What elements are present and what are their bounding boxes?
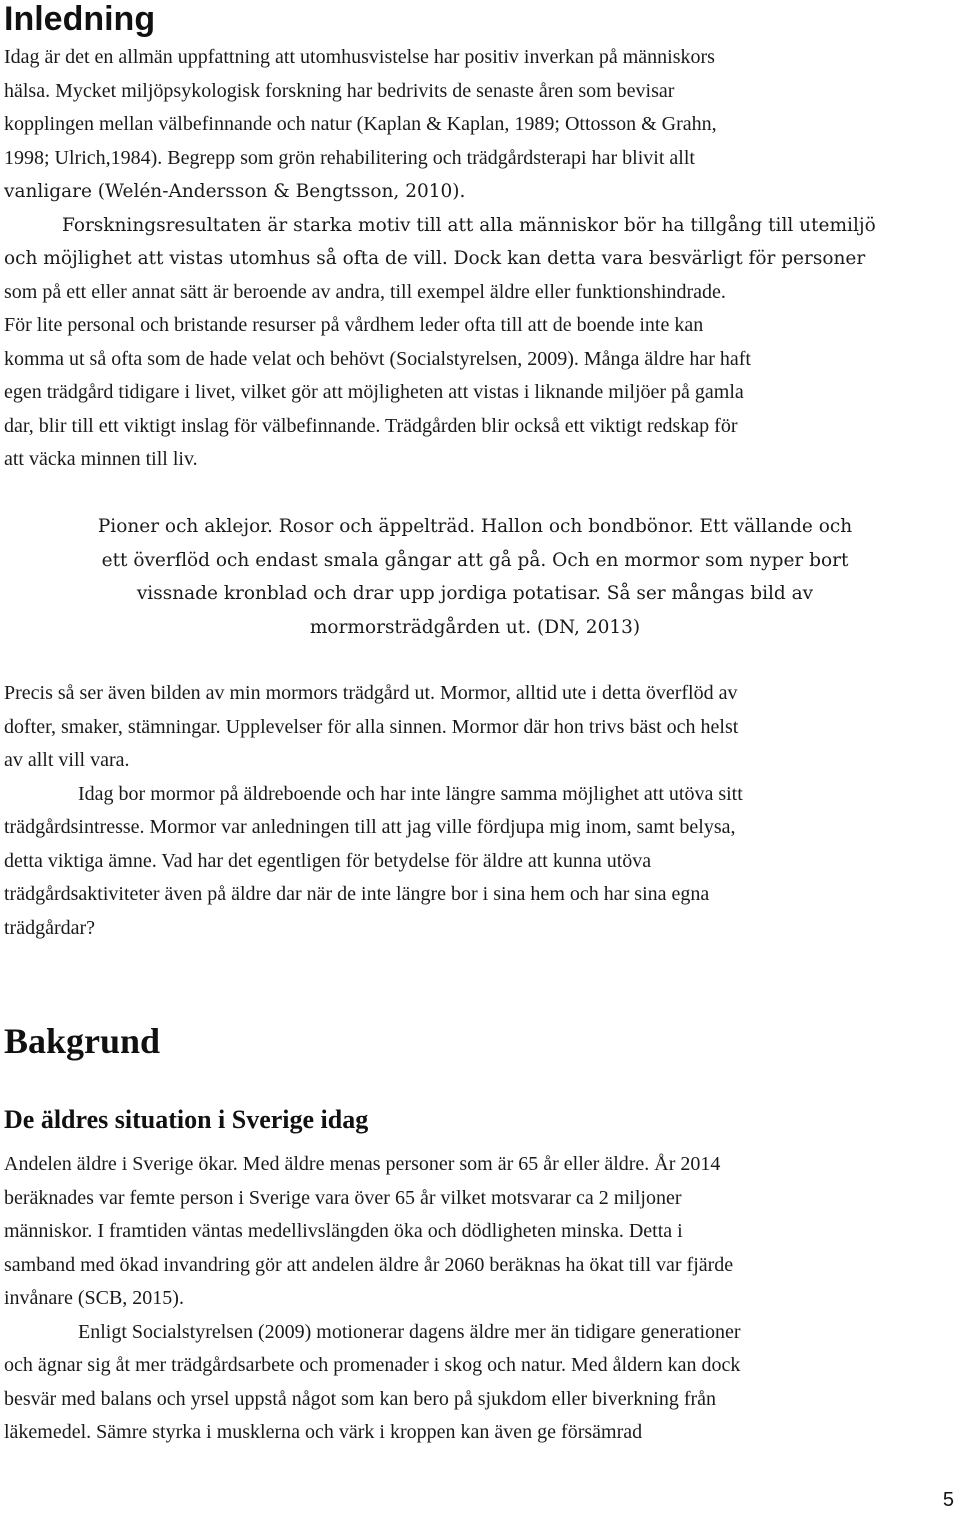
intro-paragraph (0, 41, 960, 477)
text-line: Andelen äldre i Sverige ökar. Med äldre menas personer som är 65 år eller äldre. År 2014 (4, 1153, 721, 1175)
heading-bakgrund: Bakgrund (4, 1021, 161, 1061)
text-line: som på ett eller annat sätt är beroende av andra, till exempel äldre eller funktionshindrade. (4, 280, 726, 303)
text-line: komma ut så ofta som de hade velat och behövt (Socialstyrelsen, 2009). Många äldre har haft (4, 347, 751, 370)
quote-line: Pioner och aklejor. Rosor och äppelträd. Hallon och bondbönor. Ett vällande och (97, 516, 853, 537)
text-line: människor. I framtiden väntas medellivslängden öka och dödligheten minska. Detta i (4, 1220, 683, 1242)
text-line: detta viktiga ämne. Vad har det egentligen för betydelse för äldre att kunna utöva (4, 849, 652, 872)
text-line: och möjlighet att vistas utomhus så ofta de vill. Dock kan detta vara besvärligt för personer (4, 248, 866, 269)
block-quote (0, 510, 960, 644)
memory-paragraph (0, 677, 960, 945)
text-line: Enligt Socialstyrelsen (2009) motionerar dagens äldre mer än tidigare generationer (78, 1320, 741, 1343)
quote-line: vissnade kronblad och drar upp jordiga potatisar. Så ser mångas bild av (136, 583, 814, 604)
quote-line: ett överflöd och endast smala gångar att gå på. Och en mormor som nyper bort (101, 549, 849, 571)
text-line: kopplingen mellan välbefinnande och natur (Kaplan & Kaplan, 1989; Ottosson & Grahn, (4, 113, 717, 135)
text-line: trädgårdsintresse. Mormor var anledningen till att jag ville fördjupa mig inom, samt belysa, (4, 816, 736, 838)
text-line: besvär med balans och yrsel uppstå något som kan bero på sjukdom eller biverkning från (4, 1387, 717, 1410)
subheading-situation: De äldres situation i Sverige idag (4, 1105, 369, 1134)
text-line: trädgårdar? (4, 916, 96, 939)
quote-line: mormorsträdgården ut. (DN, 2013) (309, 616, 641, 638)
text-line: Idag bor mormor på äldreboende och har inte längre samma möjlighet att utöva sitt (78, 782, 743, 805)
text-line: att väcka minnen till liv. (4, 448, 198, 470)
text-line: 1998; Ulrich,1984). Begrepp som grön rehabilitering och trädgårdsterapi har blivit allt (4, 146, 695, 169)
heading-inledning: Inledning (4, 0, 156, 38)
text-line: läkemedel. Sämre styrka i musklerna och värk i kroppen kan även ge försämrad (4, 1421, 643, 1443)
text-line: Precis så ser även bilden av min mormors trädgård ut. Mormor, alltid ute i detta överflöd av (4, 682, 738, 704)
text-line: dar, blir till ett viktigt inslag för välbefinnande. Trädgården blir också ett viktigt redskap för (4, 414, 738, 437)
situation-paragraph (0, 1148, 960, 1450)
page-number: 5 (942, 1489, 954, 1511)
text-line: beräknades var femte person i Sverige vara över 65 år vilket motsvarar ca 2 miljoner (4, 1186, 682, 1209)
text-line: samband med ökad invandring gör att andelen äldre år 2060 beräknas ha ökat till var fjärde (4, 1253, 734, 1276)
text-line: egen trädgård tidigare i livet, vilket gör att möjligheten att vistas i liknande miljöer på gamla (4, 381, 744, 403)
text-line: För lite personal och bristande resurser på vårdhem leder ofta till att de boende inte kan (4, 314, 704, 336)
text-line: Idag är det en allmän uppfattning att utomhusvistelse har positiv inverkan på människors (4, 46, 715, 68)
text-line: hälsa. Mycket miljöpsykologisk forskning har bedrivits de senaste åren som bevisar (4, 79, 675, 102)
text-line: av allt vill vara. (4, 749, 130, 771)
text-line: och ägnar sig åt mer trädgårdsarbete och promenader i skog och natur. Med åldern kan dock (4, 1354, 741, 1376)
text-line: Forskningsresultaten är starka motiv till att alla människor bör ha tillgång till utemiljö (62, 214, 876, 236)
text-line: vanligare (Welén-Andersson & Bengtsson, 2010). (4, 181, 466, 202)
text-line: trädgårdsaktiviteter även på äldre dar när de inte längre bor i sina hem och har sina egna (4, 883, 710, 905)
text-line: dofter, smaker, stämningar. Upplevelser för alla sinnen. Mormor där hon trivs bäst och helst (4, 715, 739, 738)
text-line: invånare (SCB, 2015). (4, 1287, 184, 1309)
